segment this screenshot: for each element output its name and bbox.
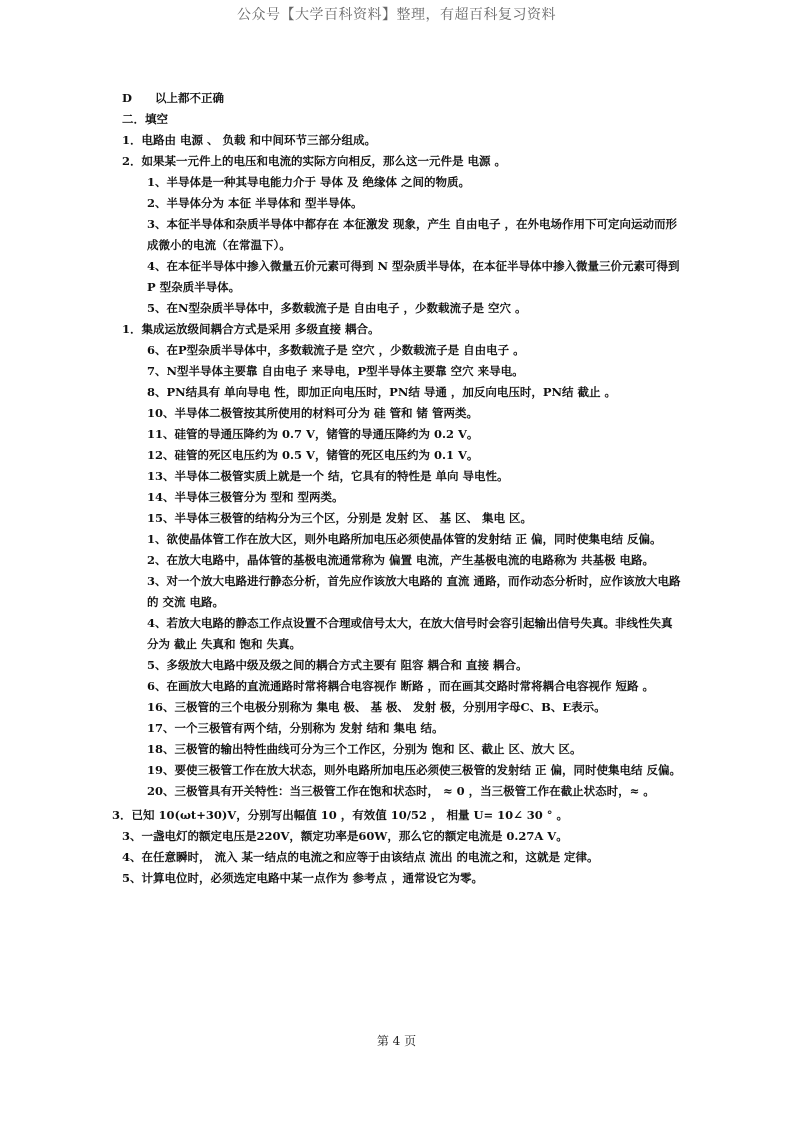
text-line: 18、三极管的输出特性曲线可分为三个工作区，分别为 饱和 区、截止 区、放大 区。 [147,742,582,756]
text-line: 2．如果某一元件上的电压和电流的实际方向相反，那么这一元件是 电源 。 [122,154,507,168]
text-paragraph: 1、欲使晶体管工作在放大区，则外电路所加电压必须使晶体管的发射结 正 偏，同时使集电结 反偏。 [147,532,662,546]
text-line: 1、半导体是一种其导电能力介于 导体 及 绝缘体 之间的物质。 [147,175,471,189]
text-line: 1．电路由 电源 、 负载 和中间环节三部分组成。 [122,133,377,147]
text-line: 2、半导体分为 本征 半导体和 型半导体。 [147,196,363,210]
text-line: 6、在P型杂质半导体中，多数载流子是 空穴 ，少数载流子是 自由电子 。 [147,343,525,357]
text-paragraph: 20、三极管具有开关特性：当三极管工作在饱和状态时， ≈ 0 ，当三极管工作在截止状态时，≈ 。 [147,784,655,798]
text-line: 14、半导体三极管分为 型和 型两类。 [147,490,344,504]
text-line: 3、一盏电灯的额定电压是220V，额定功率是60W，那么它的额定电流是 0.27A V。 [122,829,568,843]
text-line: 13、半导体二极管实质上就是一个 结，它具有的特性是 单向 导电性。 [147,469,509,483]
document-body [112,88,682,889]
text-paragraph: 8、PN结具有 单向导电 性，即加正向电压时，PN结 导通 ，加反向电压时，PN结 截止 。 [147,385,616,399]
text-line: 12、硅管的死区电压约为 0.5 V，锗管的死区电压约为 0.1 V。 [147,448,479,462]
text-line: 16、三极管的三个电极分别称为 集电 极、 基 极、 发射 极，分别用字母C、B、E表示。 [147,700,606,714]
text-paragraph: 2、在放大电路中，晶体管的基极电流通常称为 偏置 电流，产生基极电流的电路称为 共基极 电路。 [147,553,655,567]
text-paragraph: 6、在画放大电路的直流通路时常将耦合电容视作 断路 ，而在画其交路时常将耦合电容视作 短路 。 [147,679,655,693]
text-line: 11、硅管的导通压降约为 0.7 V，锗管的导通压降约为 0.2 V。 [147,427,479,441]
page-header: 公众号【大学百科资料】整理，有超百科复习资料 [237,7,556,23]
text-line: 5、计算电位时，必须选定电路中某一点作为 参考点 ，通常设它为零。 [122,871,484,885]
page-number: 第 4 页 [376,1034,417,1048]
text-line: 3．已知 10(ωt+30)V，分别写出幅值 10 ，有效值 10/52 ， 相量 U= 10∠ 30 ° 。 [112,808,569,822]
text-paragraph: 19、要使三极管工作在放大状态，则外电路所加电压必须使三极管的发射结 正 偏，同时使集电结 反偏。 [147,763,682,777]
text-paragraph: 4、若放大电路的静态工作点设置不合理或信号太大，在放大信号时会容引起输出信号失真。非线性失真分为 截止 失真和 饱和 失真。 [147,616,673,651]
text-line: 5、在N型杂质半导体中，多数载流子是 自由电子 ，少数载流子是 空穴 。 [147,301,527,315]
text-line: D 以上都不正确 [122,91,224,105]
text-paragraph: 4、在本征半导体中掺入微量五价元素可得到 N 型杂质半导体，在本征半导体中掺入微量三价元素可得到 P 型杂质半导体。 [147,259,680,294]
text-line: 5、多级放大电路中级及级之间的耦合方式主要有 阻容 耦合和 直接 耦合。 [147,658,528,672]
text-line: 10、半导体二极管按其所使用的材料可分为 硅 管和 锗 管两类。 [147,406,479,420]
section-heading: 二．填空 [122,112,168,126]
text-line: 17、一个三极管有两个结，分别称为 发射 结和 集电 结。 [147,721,444,735]
text-paragraph: 4、在任意瞬时， 流入 某一结点的电流之和应等于由该结点 流出 的电流之和，这就是 定律。 [122,850,599,864]
text-line: 15、半导体三极管的结构分为三个区，分别是 发射 区、 基 区、 集电 区。 [147,511,533,525]
text-line: 7、N型半导体主要靠 自由电子 来导电，P型半导体主要靠 空穴 来导电。 [147,364,524,378]
text-line: 1．集成运放级间耦合方式是采用 多级直接 耦合。 [122,322,380,336]
text-paragraph: 3、本征半导体和杂质半导体中都存在 本征激发 现象，产生 自由电子 ，在外电场作用下可定向运动而形成微小的电流（在常温下）。 [147,217,678,252]
text-paragraph: 3、对一个放大电路进行静态分析，首先应作该放大电路的 直流 通路，而作动态分析时，应作该放大电路的 交流 电路。 [147,574,681,609]
